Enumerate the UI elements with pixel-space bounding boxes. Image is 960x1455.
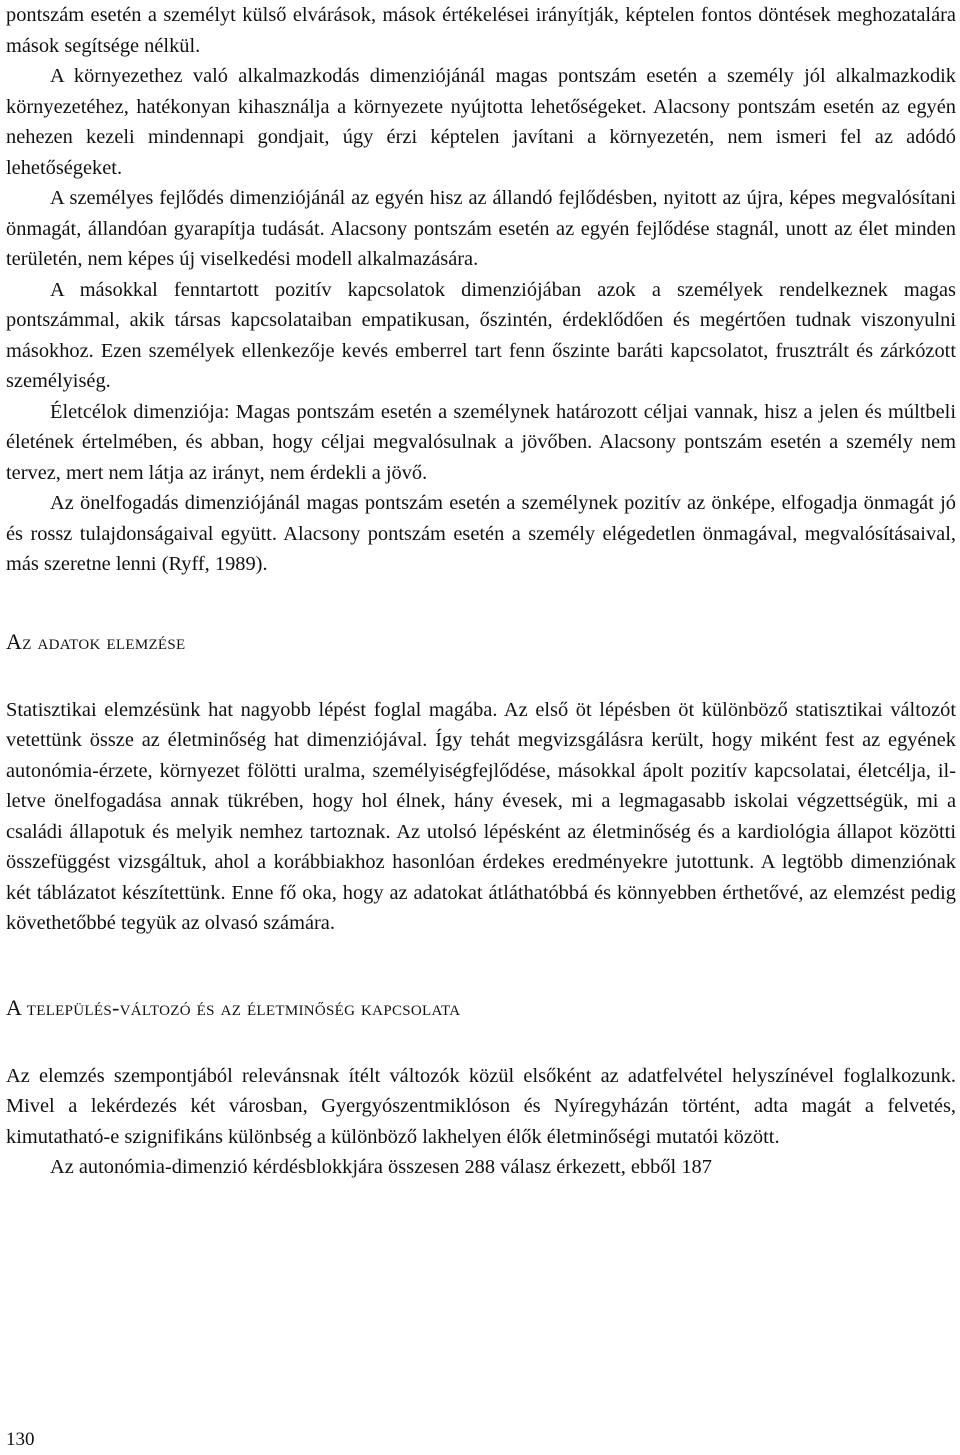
document-page <box>6 0 956 1183</box>
section-heading-settlement-variable: A település-változó és az életminőség kapcsolata <box>6 994 461 1020</box>
paragraph-environment-mastery: A környezethez való alkalmazkodás dimenziójánál magas pontszám esetén a személy jól alkalmazkodik környezetéhez, hatékonyan kihasználja a környezete nyújtotta lehetőségeket. Alacsony pontszám esetén az egyén nehezen kezeli mindennapi gondjait, úgy érzi képtelen javítani a környezetén, nem ismeri fel az adódó lehetőségeket. <box>6 65 956 179</box>
paragraph-life-goals: Életcélok dimenziója: Magas pontszám esetén a személynek határozott céljai vannak, hisz a jelen és múltbeli életének értelmében, és abban, hogy céljai megvalósulnak a jövőben. Alacsony pontszám esetén a személy nem tervez, mert nem látja az irányt, nem érdekli a jövő. <box>6 400 956 484</box>
paragraph-positive-relations: A másokkal fenntartott pozitív kapcsolatok dimenziójában azok a személyek rendelkeznek magas pontszámmal, akik társas kapcsolataiban empatikusan, őszintén, érdeklődően és megértően tudnak viszonyulni másokhoz. Ezen személyek ellenkezője kevés emberrel tart fenn őszinte baráti kapcsolatot, frusztrált és zárkózott személyiség. <box>6 278 956 392</box>
paragraph-settlement-intro: Az elemzés szempontjából relevánsnak ítélt változók közül elsőként az adatfelvétel helyszínével foglalkozunk. Mivel a lekérdezés két városban, Gyergyószentmiklóson és Nyíregyházán történt, adta magát a felvetés, kimutatható-e szignifikáns különbség a különböző lakhelyen élők életminőségi mutatói között. <box>6 1064 956 1148</box>
paragraph-self-acceptance: Az önelfogadás dimenziójánál magas pontszám esetén a személynek pozitív az önképe, elfogadja önmagát jó és rossz tulajdonságaival együtt. Alacsony pontszám esetén a személy elégedetlen önmagával, megvalósításaival, más szeretne lenni (Ryff, 1989). <box>6 492 956 575</box>
section-heading-data-analysis: Az adatok elemzése <box>6 628 186 654</box>
page-number: 130 <box>6 1429 35 1450</box>
paragraph-autonomy-responses: Az autonómia-dimenzió kérdésblokkjára összesen 288 válasz érkezett, ebből 187 <box>50 1156 712 1178</box>
paragraph-continuation: pontszám esetén a személyt külső elvárások, mások értékelései irányítják, képtelen fontos döntések meghozatalára mások segítsége nélkül. <box>6 4 956 57</box>
paragraph-analysis-overview: Statisztikai elemzésünk hat nagyobb lépést foglal magába. Az első öt lépésben öt különböző statisztikai változót vetettünk össze az életminőség hat dimenziójával. Így tehát megvizsgálásra került, hogy miként fest az egyének autonómia-érzete, környezet fölötti uralma, személyiségfejlődése, másokkal ápolt pozitív kapcsolatai, életcélja, illetve önelfogadása annak tükrében, hogy hol élnek, hány évesek, mi a legmagasabb iskolai végzettségük, mi a családi állapotuk és melyik nemhez tartoznak. Az utolsó lépésként az életminőség és a kardiológia állapot közötti összefüggést vizsgáltuk, ahol a korábbiakhoz hasonlóan érdekes eredményekre jutottunk. A legtöbb dimenziónak két táblázatot készítettünk. Enne fő oka, hogy az adatokat átláthatóbbá és könnyebben érthetővé, az elemzést pedig követhetőbbé tegyük az olvasó számára. <box>6 698 956 934</box>
paragraph-personal-growth: A személyes fejlődés dimenziójánál az egyén hisz az állandó fejlődésben, nyitott az újra, képes megvalósítani önmagát, állandóan gyarapítja tudását. Alacsony pontszám esetén az egyén fejlődése stagnál, unott az élet minden területén, nem képes új viselkedési modell alkalmazására. <box>6 187 956 270</box>
